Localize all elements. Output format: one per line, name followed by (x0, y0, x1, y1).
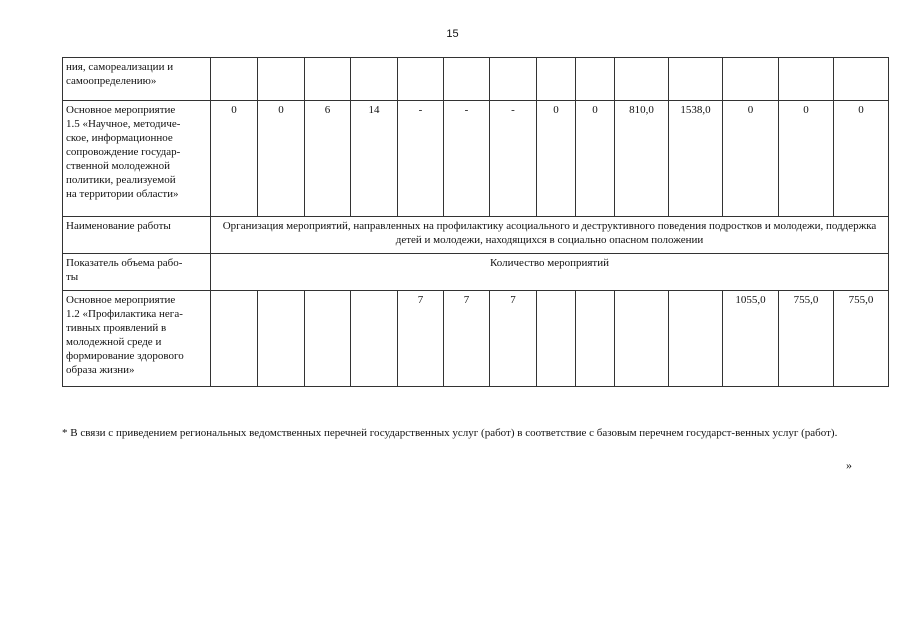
value-cell (211, 291, 258, 387)
value-cell (576, 58, 615, 101)
value-cell (351, 58, 398, 101)
value-cell (351, 291, 398, 387)
table-row (63, 58, 889, 101)
value-cell: 6 (305, 101, 351, 217)
table-row (63, 217, 889, 254)
value-cell (305, 58, 351, 101)
value-cell: 0 (834, 101, 889, 217)
value-cell: 0 (779, 101, 834, 217)
value-cell (834, 58, 889, 101)
value-cell: 0 (211, 101, 258, 217)
value-cell: 1538,0 (669, 101, 723, 217)
table-row (63, 254, 889, 291)
value-cell: 755,0 (834, 291, 889, 387)
value-cell: 0 (576, 101, 615, 217)
value-cell (537, 58, 576, 101)
row-label: Основное мероприятие 1.5 «Научное, методиче- ское, информационное сопровождение государ- ственной молодежной политики, реализуемой на территории области» (63, 101, 211, 217)
row-label: Наименование работы (63, 217, 211, 254)
value-cell (576, 291, 615, 387)
table-row (63, 291, 889, 387)
closing-quote: » (846, 458, 852, 472)
value-cell (537, 291, 576, 387)
value-cell: - (398, 101, 444, 217)
value-cell (723, 58, 779, 101)
value-cell: 810,0 (615, 101, 669, 217)
row-label: Основное мероприятие 1.2 «Профилактика нега- тивных проявлений в молодежной среде и формирование здорового образа жизни» (63, 291, 211, 387)
row-label: ния, самореализации и самоопределению» (63, 58, 211, 101)
value-cell (490, 58, 537, 101)
table-row (63, 101, 889, 217)
value-cell: 0 (537, 101, 576, 217)
value-cell: - (444, 101, 490, 217)
data-table (62, 57, 889, 387)
value-cell (305, 291, 351, 387)
value-cell (669, 291, 723, 387)
value-cell (211, 58, 258, 101)
value-cell (615, 58, 669, 101)
value-cell (444, 58, 490, 101)
value-cell: 755,0 (779, 291, 834, 387)
value-cell: 7 (444, 291, 490, 387)
value-cell (398, 58, 444, 101)
value-cell (258, 58, 305, 101)
value-cell: - (490, 101, 537, 217)
page-number: 15 (446, 28, 459, 40)
volume-indicator-text: Количество мероприятий (211, 254, 889, 291)
value-cell: 0 (723, 101, 779, 217)
value-cell (258, 291, 305, 387)
row-label: Показатель объема рабо- ты (63, 254, 211, 291)
value-cell: 7 (490, 291, 537, 387)
value-cell (615, 291, 669, 387)
value-cell (669, 58, 723, 101)
value-cell: 0 (258, 101, 305, 217)
value-cell (779, 58, 834, 101)
work-name-text: Организация мероприятий, направленных на профилактику асоциального и деструктивного поведения подростков и молодежи, поддержка детей и молодежи, находящихся в социально опасном положении (211, 217, 889, 254)
footnote: * В связи с приведением региональных ведомственных перечней государственных услуг (работ) в соответствие с базовым перечнем государст-венных услуг (работ). (62, 427, 838, 439)
value-cell: 14 (351, 101, 398, 217)
value-cell: 1055,0 (723, 291, 779, 387)
value-cell: 7 (398, 291, 444, 387)
